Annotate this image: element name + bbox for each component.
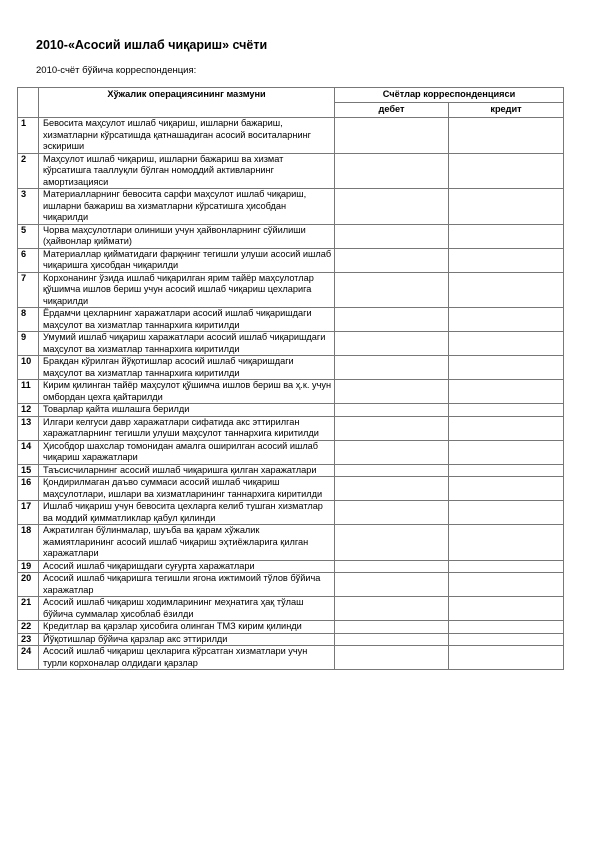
table-row [18,248,564,272]
row-number: 14 [18,440,39,464]
table-row [18,332,564,356]
row-credit [449,416,564,440]
row-credit [449,308,564,332]
row-description: Асосий ишлаб чиқариш цехларига кўрсатган хизматлари учун турли корхоналар олдидаги қарзлар [39,646,335,670]
row-debit [335,380,449,404]
table-row [18,416,564,440]
row-number: 5 [18,224,39,248]
header-credit: кредит [449,103,564,118]
table-row [18,308,564,332]
row-description: Асосий ишлаб чиқаришга тегишли ягона ижтимоий тўлов бўйича харажатлар [39,573,335,597]
row-number: 24 [18,646,39,670]
row-debit [335,118,449,154]
row-credit [449,477,564,501]
row-debit [335,633,449,646]
row-credit [449,440,564,464]
table-row [18,633,564,646]
table-row [18,404,564,417]
row-debit [335,332,449,356]
header-debit: дебет [335,103,449,118]
row-credit [449,272,564,308]
row-description: Корхонанинг ўзида ишлаб чиқарилган ярим тайёр маҳсулотлар қўшимча ишлов бериш учун асосий ишлаб чиқариш цехларига чиқарилди [39,272,335,308]
table-row [18,189,564,225]
row-number: 10 [18,356,39,380]
table-row [18,573,564,597]
row-description: Ишлаб чиқариш учун бевосита цехларга келиб тушган хизматлар ва моддий қимматликлар қабул қилинди [39,501,335,525]
row-debit [335,440,449,464]
header-number [18,88,39,118]
table-row [18,560,564,573]
row-debit [335,248,449,272]
row-debit [335,477,449,501]
row-credit [449,118,564,154]
row-debit [335,525,449,561]
row-debit [335,573,449,597]
row-number: 8 [18,308,39,332]
header-correspondence: Счётлар корреспонденцияси [335,88,564,103]
row-debit [335,646,449,670]
row-number: 15 [18,464,39,477]
table-row [18,621,564,634]
row-credit [449,224,564,248]
row-debit [335,224,449,248]
row-number: 2 [18,153,39,189]
row-debit [335,404,449,417]
row-debit [335,416,449,440]
row-credit [449,501,564,525]
table-row [18,153,564,189]
row-number: 11 [18,380,39,404]
row-number: 13 [18,416,39,440]
row-number: 22 [18,621,39,634]
row-description: Маҳсулот ишлаб чиқариш, ишларни бажариш ва хизмат кўрсатишга тааллуқли бўлган номоддий активларнинг амортизацияси [39,153,335,189]
table-body [18,118,564,670]
row-description: Ҳисобдор шахслар томонидан амалга оширилган асосий ишлаб чиқариш харажатлари [39,440,335,464]
row-description: Асосий ишлаб чиқариш ходимларининг меҳнатига ҳақ тўлаш бўйича суммалар ҳисоблаб ёзилди [39,597,335,621]
row-description: Кредитлар ва қарзлар ҳисобига олинган ТМЗ кирим қилинди [39,621,335,634]
table-row [18,224,564,248]
page-subtitle: 2010-счёт бўйича корреспонденция: [36,65,197,76]
table-row [18,356,564,380]
row-description: Қондирилмаган даъво суммаси асосий ишлаб чиқариш маҳсулотлари, ишлари ва хизматларининг таннархига киритилди [39,477,335,501]
row-number: 16 [18,477,39,501]
row-number: 18 [18,525,39,561]
row-debit [335,189,449,225]
row-description: Ёрдамчи цехларнинг харажатлари асосий ишлаб чиқаришдаги маҳсулот ва хизматлар таннархига киритилди [39,308,335,332]
row-description: Умумий ишлаб чиқариш харажатлари асосий ишлаб чиқаришдаги маҳсулот ва хизматлар таннархига киритилди [39,332,335,356]
row-number: 7 [18,272,39,308]
row-credit [449,525,564,561]
row-debit [335,356,449,380]
row-credit [449,332,564,356]
row-description: Йўқотишлар бўйича қарзлар акс эттирилди [39,633,335,646]
row-credit [449,404,564,417]
row-debit [335,464,449,477]
row-credit [449,356,564,380]
row-number: 6 [18,248,39,272]
row-credit [449,597,564,621]
row-credit [449,380,564,404]
row-debit [335,560,449,573]
table-row [18,525,564,561]
row-number: 20 [18,573,39,597]
row-credit [449,189,564,225]
row-number: 21 [18,597,39,621]
row-credit [449,153,564,189]
row-debit [335,153,449,189]
row-number: 12 [18,404,39,417]
table-row [18,440,564,464]
row-credit [449,633,564,646]
row-debit [335,597,449,621]
table-row [18,464,564,477]
row-description: Материаллар қийматидаги фарқнинг тегишли улуши асосий ишлаб чиқаришга ҳисобдан чиқарилди [39,248,335,272]
row-description: Илгари келгуси давр харажатлари сифатида акс эттирилган харажатларнинг тегишли улуши маҳсулот таннархига киритилди [39,416,335,440]
row-number: 19 [18,560,39,573]
table-row [18,597,564,621]
row-debit [335,501,449,525]
table-row [18,380,564,404]
row-description: Ажратилган бўлинмалар, шуъба ва қарам хўжалик жамиятларининг асосий ишлаб чиқариш эҳтиёжларига қилган харажатлари [39,525,335,561]
header-content: Хўжалик операциясининг мазмуни [39,88,335,118]
row-description: Таъсисчиларнинг асосий ишлаб чиқаришга қилган харажатлари [39,464,335,477]
row-credit [449,621,564,634]
row-credit [449,560,564,573]
row-description: Кирим қилинган тайёр маҳсулот қўшимча ишлов бериш ва ҳ.к. учун омбордан цехга қайтарилди [39,380,335,404]
row-debit [335,272,449,308]
row-description: Бракдан кўрилган йўқотишлар асосий ишлаб чиқаришдаги маҳсулот ва хизматлар таннархига киритилди [39,356,335,380]
row-debit [335,621,449,634]
table-row [18,501,564,525]
row-credit [449,464,564,477]
row-description: Чорва маҳсулотлари олиниши учун ҳайвонларнинг сўйилиши (ҳайвонлар қиймати) [39,224,335,248]
row-credit [449,573,564,597]
row-description: Товарлар қайта ишлашга берилди [39,404,335,417]
row-credit [449,646,564,670]
row-credit [449,248,564,272]
table-row [18,118,564,154]
row-debit [335,308,449,332]
page-title: 2010-«Асосий ишлаб чиқариш» счёти [36,38,268,52]
table-row [18,477,564,501]
table-row [18,272,564,308]
table-row [18,646,564,670]
row-number: 1 [18,118,39,154]
row-number: 9 [18,332,39,356]
row-description: Асосий ишлаб чиқаришдаги суғурта харажатлари [39,560,335,573]
row-number: 17 [18,501,39,525]
row-description: Материалларнинг бевосита сарфи маҳсулот ишлаб чиқариш, ишларни бажариш ва хизматларни кўрсатишга ҳисобдан чиқарилди [39,189,335,225]
correspondence-table [17,87,564,670]
row-number: 23 [18,633,39,646]
row-number: 3 [18,189,39,225]
row-description: Бевосита маҳсулот ишлаб чиқариш, ишларни бажариш, хизматларни кўрсатишда қатнашадиган асосий воситаларнинг эскириши [39,118,335,154]
